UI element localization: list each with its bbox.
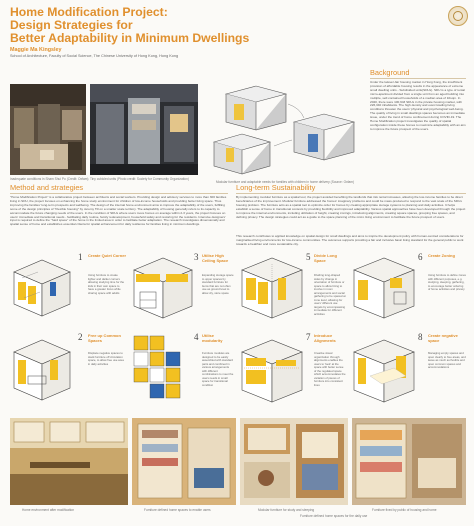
strategy-4-drawing: [130, 330, 192, 410]
strategy-8-number: 8: [418, 332, 423, 342]
strategy-8-drawing: [350, 332, 418, 410]
strategy-7-drawing: [238, 332, 306, 410]
strategy-6-drawing: [350, 252, 418, 324]
strategy-1-number: 1: [78, 252, 83, 262]
strategy-8-title: Create negative space: [428, 333, 458, 343]
caption-diagram: Modular furniture and adaptable needs for families with children in home delivery (Source: Oxfam): [216, 180, 355, 184]
strategy-1-drawing: [10, 252, 74, 324]
strategy-3-drawing: [130, 252, 196, 324]
strategy-7-desc: Creative visual organization through alignments enables the users to 'look' at the space with better sense of the regulated space which accommodates the variation of pieces of furniture into consistent lines: [314, 352, 346, 387]
photo-daily-use: [352, 418, 466, 505]
background-divider: [370, 78, 466, 79]
affiliation: School of Architecture, Faculty of Social Science, The Chinese University of Hong Kong, Hong Kong: [10, 54, 179, 58]
photo-furniture-spaces: [132, 418, 236, 505]
university-seal-icon: [448, 6, 468, 26]
strategy-3-desc: Expanding storage space to upper spaces by standard furniture for items that are not often use as ground level to allow dry, store space: [202, 274, 234, 295]
background-heading: Background: [370, 68, 410, 77]
strategy-7-number: 7: [306, 332, 311, 342]
photo-study-sleep: [240, 418, 348, 505]
strategy-2-number: 2: [78, 332, 83, 342]
caption-bottom-3: Modular furniture for study and sleeping: [258, 508, 315, 512]
strategy-4-desc: Furniture modules are designed to be easily assembled with standard parts and combined in various arrangements with different combinations to meet the users needs in small space for transitional condition: [202, 352, 234, 387]
strategy-2-desc: Displace negative spaces to stack furniture off circulation space, to allow free use area in daily activities: [88, 352, 124, 366]
method-text: "Home Modification Project" is a collaborative project between architects and social workers. Providing design and advisory services to more than 300 families living in SDU, the project focuses on enhancing the home study environment for children of low-income households and providing better living space. Thus improving the families' long-term prospects and wellbeing. The design of the internal home environment aims to improve the adaptability of the users, fulfilling some of the design principles of "Flexible housing" by Jeremy Till on a smaller scale territory. The adaptability of housing generally refers to its capacity to accommodate the future changing needs of the users. In the condition of SDUs where users move homes on average within 2-3 years, the project focuses on users' immediate and transitional needs - facilitating daily routine, family redevelopment, household safety and restoring for the residents. Intensive designers' input is required to define the "hard space" of the home in the limited area in order to facilitate better adaptation. The research investigates dimensionally and spatial sense of home and establishes essential criteria for spatial enhancement for daily resilience for families living in minimum dwellings.: [10, 196, 227, 227]
strategy-2-title: Free up Common Spaces: [88, 333, 121, 343]
strategy-4-title: Utilise modularity: [202, 333, 223, 343]
longterm-text-1: By implementing modular furniture as a spatial tool, the project avoided benefiting the landlords that risk rental increases, allowing the low-income families to be direct beneficiaries of the improvement. Modular furniture addressed the homes' imaginary problems and could be mass-produced to respond to the vast scale of the SDUs housing problem. The furniture acts as a spatial tool to optimize order for homes by creating appropriate storage systems to planning and daily activities. It helps establish a sense of home in transitional contexts by providing flexibility and improved adaptability. Various spatial approaches have been developed through the project to improve the internal environments, including utilization of height, creating zonings, introducing alignments, creating square spaces, grouping free spaces, and defining privacy. The design strategies could act as a guide to the space planning of the micro living environment to facilitate the future prospect of users.: [236, 196, 466, 219]
author-name: Maggie Ma Kingsley: [10, 47, 62, 53]
method-divider: [10, 193, 228, 194]
caption-bottom-2: Furniture defined home spaces to enable users: [144, 508, 211, 512]
caption-bottom-1: Home environment after modification: [22, 508, 75, 512]
title-line-2: Design Strategies for: [10, 18, 133, 32]
strategy-5-desc: Dividing long-shaped sides by change in orientation of furniture or space to allow lining to involve in room arrangements and social gathering to be spaced at zone level, allowing for users' different use targets by encompassing immediate for different activities: [314, 274, 346, 316]
strategy-1-title: Create Quiet Corner: [88, 253, 127, 258]
strategy-1-desc: Using furniture to create lighter and darker corners allowing studying time for the kids in their own space to have a greater focus while sharing space with adults: [88, 274, 125, 295]
poster-title: [10, 6, 310, 45]
longterm-text-2: This research contributes to applied knowledge on spatial design for small dwellings and aims to inspire the development policy with human-centred considerations for marginalised living environments for low-income communities. The outcomes supports providing a fair and inclusive basic living standard for the general public to work towards a healthier and more sustainable city.: [236, 235, 464, 246]
longterm-divider: [236, 193, 466, 194]
caption-bottom-5: Furniture fixed by public of housing and home: [372, 508, 437, 512]
caption-photo-1: Inadequate conditions in Sham Shui Po (Credit: Oxfam): [10, 177, 89, 181]
longterm-heading: Long-term Sustainability: [236, 183, 316, 192]
photo-after-modification: [10, 418, 128, 505]
background-text: Under the laissez-fair housing market in Hong Kong, the insufficient provision of affordable housing results in the appearance of extreme small dwelling units - Subdivided units(SDUs). SDU is a type of rental micro-apartment divided from a single unit from an aged building into multiple, self-contained households of a median area of 10sqm. In 2020, there were 100,943 SDUs in the private housing market, with 226,340 inhabitants. The high density and overcrowding living conditions threaten the users' physical and psychological well-being. The quality of living in small dwellings spaces becomes an immediate issue, under the trend of home confinement during COVID-19. The Home Modification project investigates the quality of spatial configuration inside these homes to maximize adaptability with an aim to improve the future prospect of the users.: [370, 81, 466, 131]
photo-cubicle-units: [90, 84, 198, 175]
strategy-6-title: Create Zoning: [428, 253, 455, 258]
strategy-4-number: 4: [194, 332, 199, 342]
title-line-1: Home Modification Project:: [10, 5, 168, 19]
strategy-3-number: 3: [194, 252, 199, 262]
strategy-5-number: 5: [306, 252, 311, 262]
strategy-8-desc: Managing empty spaces and open clearly to free areas, and leave as much as flexible and open common spaces and accommodations: [428, 352, 466, 369]
modular-furniture-diagram: [204, 82, 364, 178]
strategy-6-desc: Using furniture to define zones with different purposes, e.g. studying, sleeping, gathering, to encourage better ordering of home activities and privacy: [428, 274, 466, 291]
strategy-7-title: Introduce Alignments: [314, 333, 336, 343]
strategy-5-drawing: [238, 252, 306, 324]
method-heading: Method and strategies: [10, 183, 84, 192]
strategy-5-title: Divide Long Space: [314, 253, 337, 263]
strategy-3-title: Utilise High Ceiling Space: [202, 253, 229, 263]
caption-bottom-4: Furniture defined home spaces for the daily use: [300, 514, 368, 518]
strategy-2-drawing: [10, 332, 74, 410]
title-line-3: Better Adaptability in Minimum Dwellings: [10, 31, 250, 45]
caption-photo-2: Tiny cubicled units (Photo credit: Society for Community Organization): [90, 177, 189, 181]
photo-sham-shui-po: [10, 84, 86, 175]
strategy-6-number: 6: [418, 252, 423, 262]
